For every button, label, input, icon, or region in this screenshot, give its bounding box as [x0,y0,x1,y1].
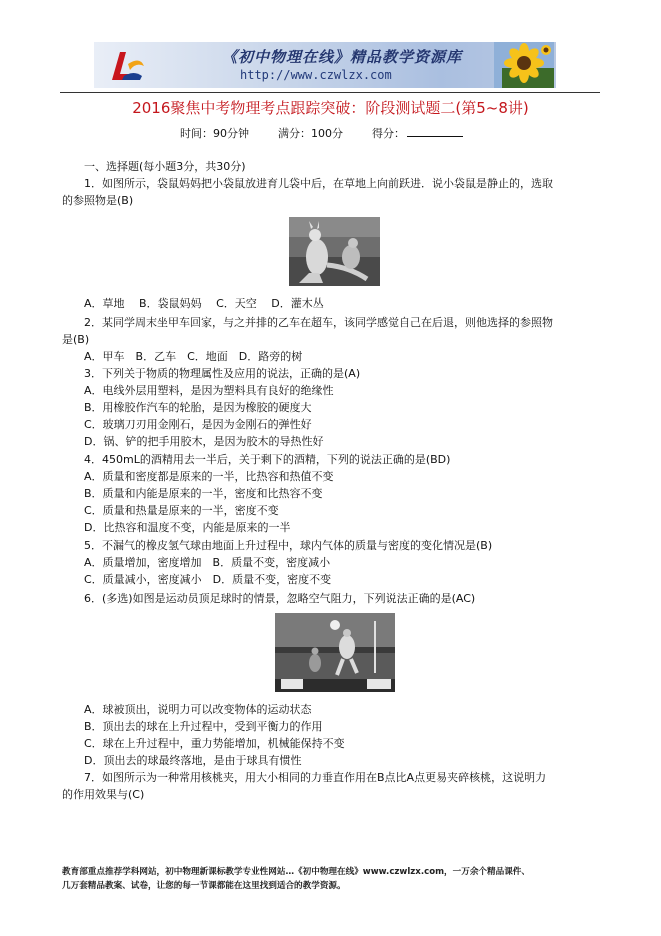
exam-full-score: 满分：100分 [278,127,343,140]
sunflower-icon [494,42,554,88]
page-title: 2016聚焦中考物理考点跟踪突破：阶段测试题二(第5~8讲) [132,99,529,117]
q3-option-a: A．电线外层用塑料，是因为塑料具有良好的绝缘性 [84,384,334,397]
exam-time: 时间：90分钟 [180,127,249,140]
q5-stem: 5．不漏气的橡皮氢气球由地面上升过程中，球内气体的质量与密度的变化情况是(B) [84,539,493,552]
q1-stem-line1: 1．如图所示，袋鼠妈妈把小袋鼠放进育儿袋中后，在草地上向前跃进．说小袋鼠是静止的，选取 [84,177,553,190]
q6-option-a: A．球被顶出，说明力可以改变物体的运动状态 [84,703,312,716]
header-banner [94,42,556,88]
q4-option-d: D．比热容和温度不变，内能是原来的一半 [84,521,291,534]
q7-stem-line1: 7．如图所示为一种常用核桃夹，用大小相同的力垂直作用在B点比A点更易夹碎核桃，这说明力 [84,771,547,784]
q2-stem-line1: 2．某同学周末坐甲车回家，与之并排的乙车在超车，该同学感觉自己在后退，则他选择的参照物 [84,316,553,329]
banner-url: http://www.czwlzx.com [240,68,392,82]
q3-stem: 3．下列关于物质的物理属性及应用的说法，正确的是(A) [84,367,361,380]
score-blank [407,126,463,137]
q7-stem-line2: 的作用效果与(C) [62,788,145,801]
q2-stem-line2: 是(B) [62,333,90,346]
q3-option-d: D．锅、铲的把手用胶木，是因为胶木的导热性好 [84,435,324,448]
soccer-photo [275,613,395,692]
q5-options-cd: C．质量减小，密度减小 D．质量不变，密度不变 [84,573,332,586]
q6-stem: 6．(多选)如图是运动员顶足球时的情景，忽略空气阻力，下列说法正确的是(AC) [84,592,476,605]
footer-line2: 几万套精品教案、试卷，让您的每一节课都能在这里找到适合的教学资源。 [62,881,346,891]
q6-option-d: D．顶出去的球最终落地，是由于球具有惯性 [84,754,302,767]
q4-option-c: C．质量和热量是原来的一半，密度不变 [84,504,279,517]
q3-option-c: C．玻璃刀刃用金刚石，是因为金刚石的弹性好 [84,418,312,431]
q1-stem-line2: 的参照物是(B) [62,194,134,207]
q2-options: A．甲车 B．乙车 C．地面 D．路旁的树 [84,350,303,363]
kangaroo-photo [289,217,380,286]
q4-stem: 4．450mL的酒精用去一半后，关于剩下的酒精，下列的说法正确的是(BD) [84,453,451,466]
exam-score-label: 得分： [372,127,405,140]
exam-meta [180,125,463,141]
q1-options: A．草地 B．袋鼠妈妈 C．天空 D．灌木丛 [84,297,324,310]
section-heading: 一、选择题(每小题3分，共30分) [84,160,246,173]
site-logo-icon [106,46,146,84]
q3-option-b: B．用橡胶作汽车的轮胎，是因为橡胶的硬度大 [84,401,312,414]
q5-options-ab: A．质量增加，密度增加 B．质量不变，密度减小 [84,556,331,569]
header-divider [60,92,600,93]
banner-title: 《初中物理在线》精品教学资源库 [222,48,463,66]
q6-option-b: B．顶出去的球在上升过程中，受到平衡力的作用 [84,720,323,733]
q6-option-c: C．球在上升过程中，重力势能增加，机械能保持不变 [84,737,345,750]
footer-line1: 教育部重点推荐学科网站，初中物理新课标教学专业性网站…《初中物理在线》www.czwlzx.com，一万余个精品课件、 [62,867,530,877]
q4-option-a: A．质量和密度都是原来的一半，比热容和热值不变 [84,470,334,483]
q4-option-b: B．质量和内能是原来的一半，密度和比热容不变 [84,487,323,500]
